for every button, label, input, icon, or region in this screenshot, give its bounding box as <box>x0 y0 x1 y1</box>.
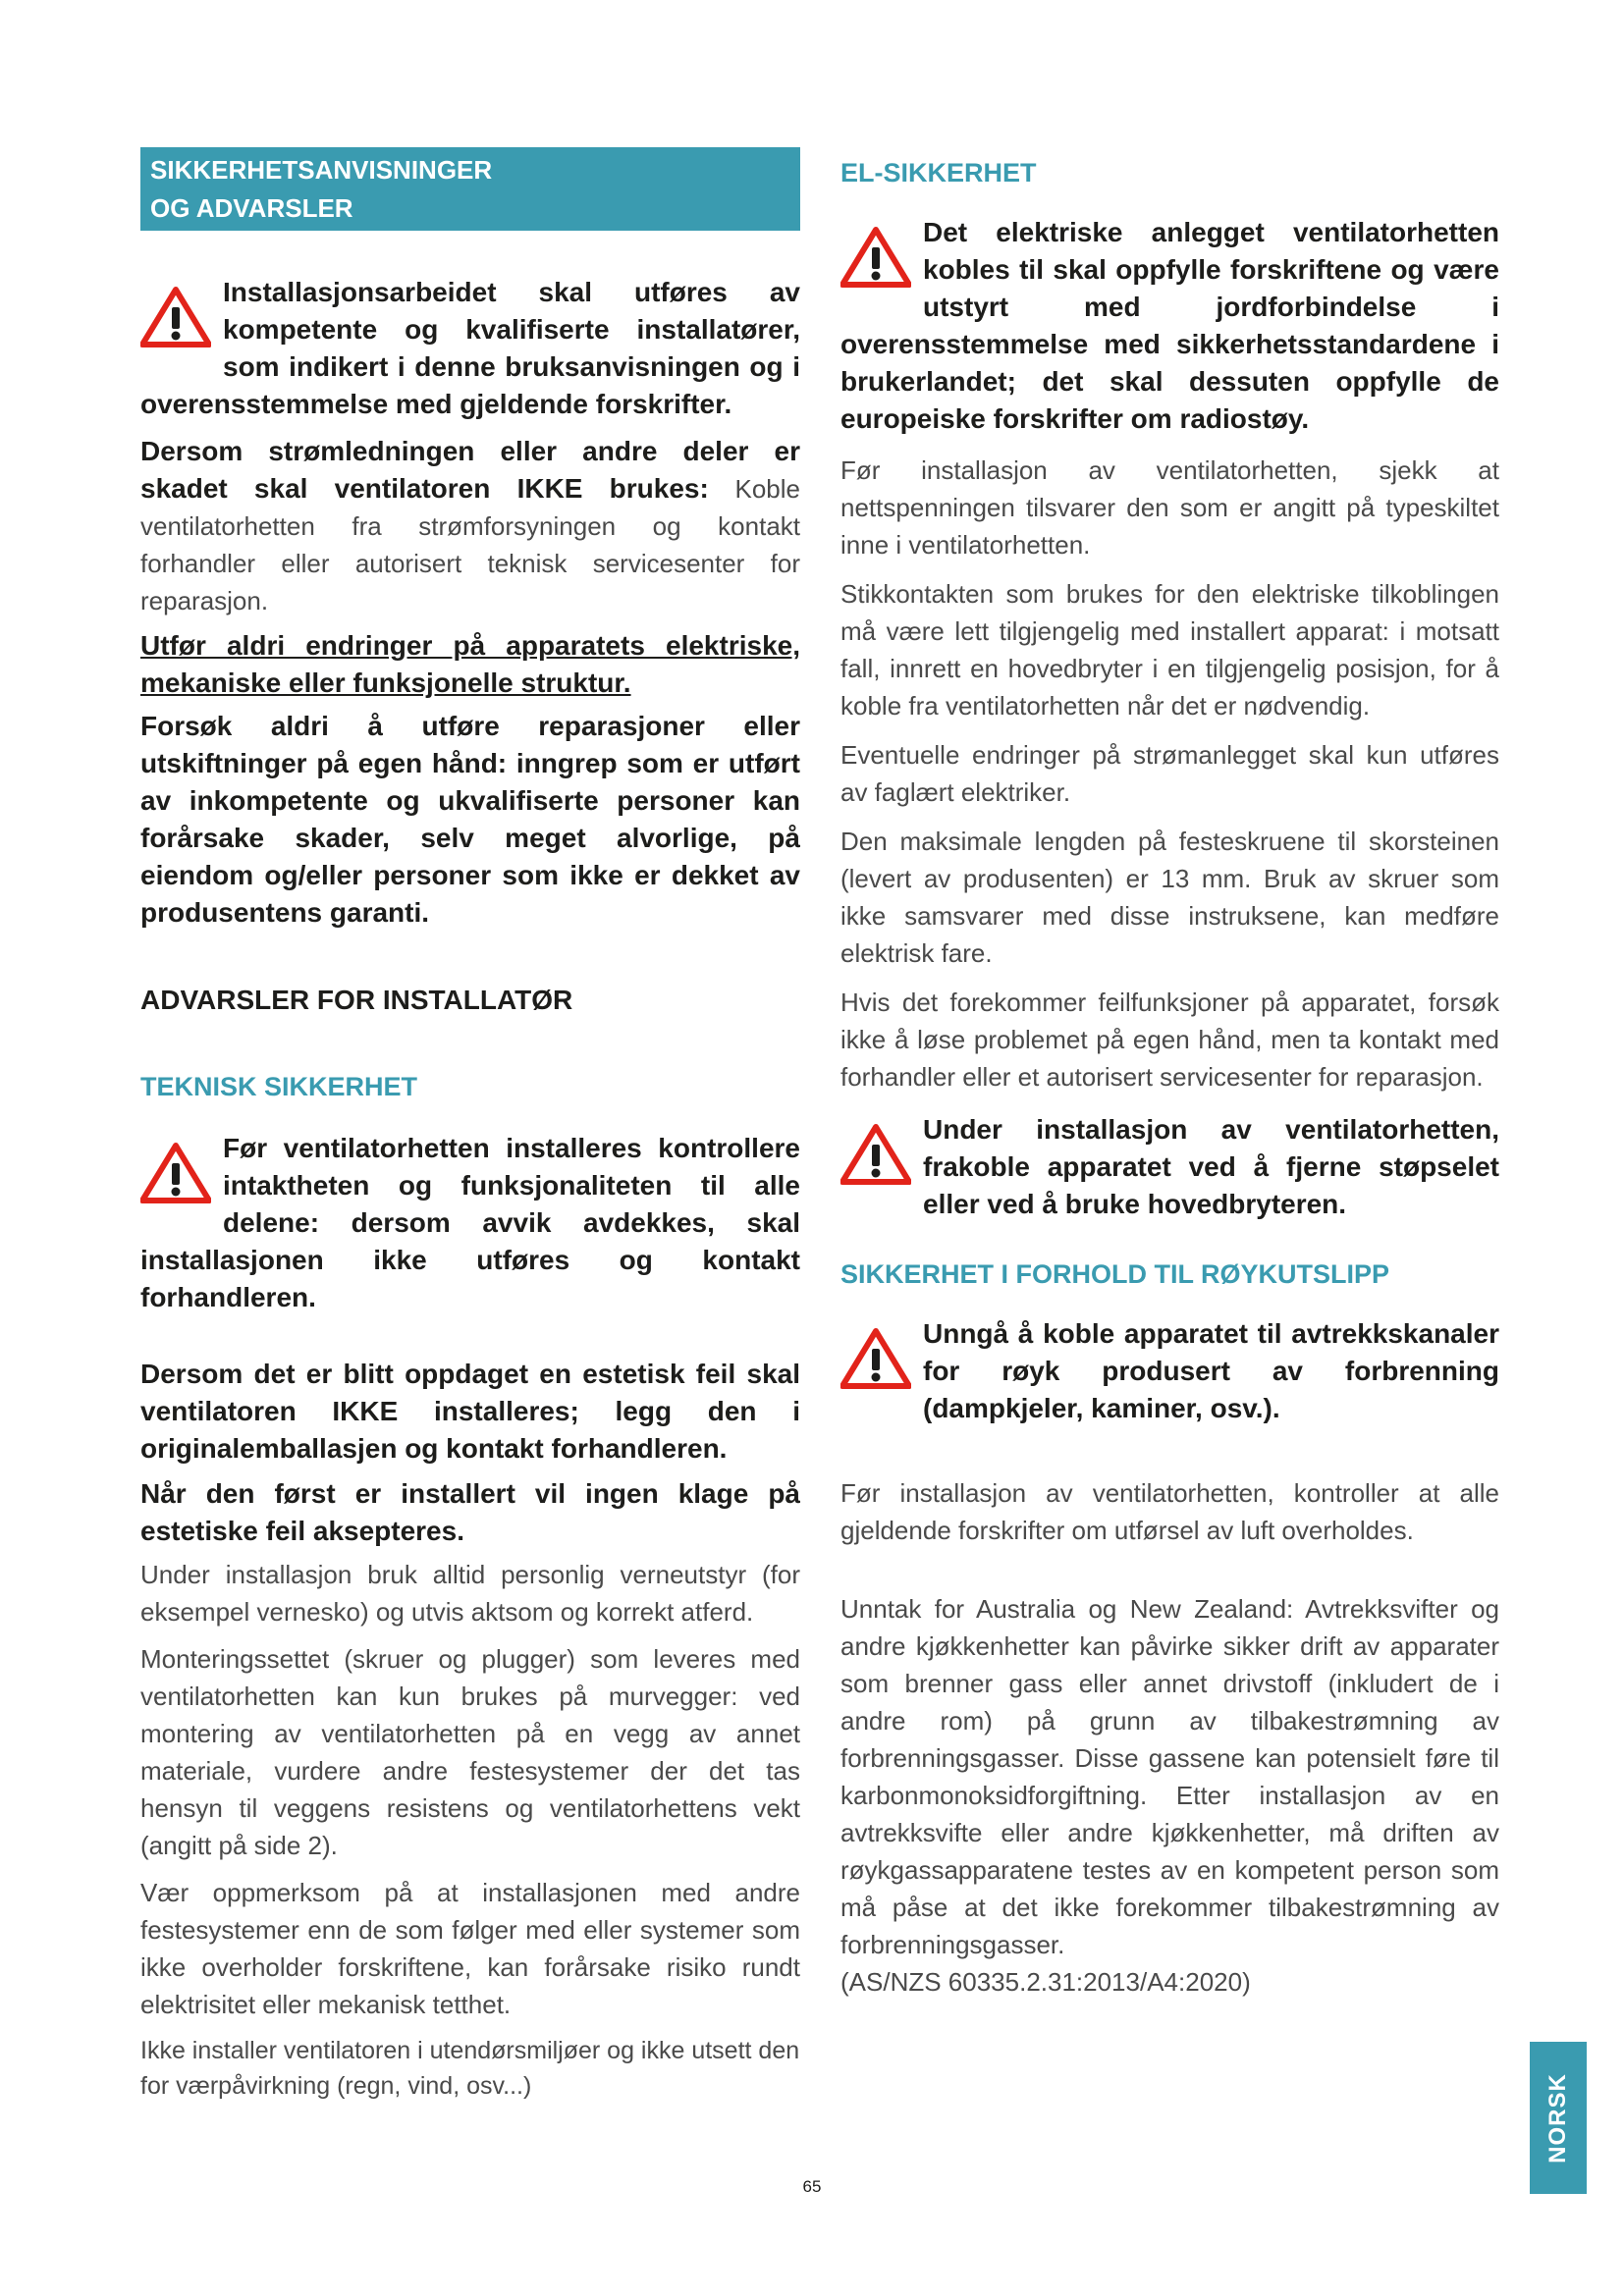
warning-text: Det elektriske anlegget ventilatorhetten kobles til skal oppfylle forskriftene og være utstyrt med jordforbindelse i overensstemmelse med sikkerhetsstandardene i brukerlandet; det skal dessuten oppfylle de europeiske forskrifter om radiostøy. <box>840 217 1499 434</box>
australia-nz-paragraph: Unntak for Australia og New Zealand: Avtrekksvifter og andre kjøkkenhetter kan påvirke sikker drift av apparater som brenner gass eller annet drivstoff (inkludert de i andre rom) på grunn av tilbakestrømning av forbrenningsgasser. Disse gassene kan potensielt føre til karbonmonoksidforgiftning. Etter installasjon av en avtrekksvifte eller andre kjøkkenhetter, må driften av røykgassapparatene testes av en kompetent person som må påse at det ikke forekommer tilbakestrømning av forbrenningsgasser. <box>840 1594 1499 1959</box>
warning-triangle-icon <box>840 1327 911 1390</box>
other-fixing-systems-paragraph: Vær oppmerksom på at installasjonen med andre festesystemer enn de som følger med eller systemer som ikke overholder forskriftene, kan forårsake risiko rundt elektrisitet eller mekanisk tetthet. <box>140 1878 800 2019</box>
installer-warnings-title: ADVARSLER FOR INSTALLATØR <box>140 985 573 1015</box>
voltage-check-paragraph: Før installasjon av ventilatorhetten, sjekk at nettspenningen tilsvarer den som er angitt på typeskiltet inne i ventilatorhetten. <box>840 455 1499 560</box>
warning-text: Unngå å koble apparatet til avtrekkskanaler for røyk produsert av forbrenning (dampkjeler, kaminer, osv.). <box>923 1318 1499 1423</box>
electrician-paragraph: Eventuelle endringer på strømanlegget skal kun utføres av faglært elektriker. <box>840 740 1499 807</box>
no-complaints-paragraph: Når den først er installert vil ingen klage på estetiske feil aksepteres. <box>140 1478 800 1546</box>
protective-equipment-paragraph: Under installasjon bruk alltid personlig verneutstyr (for eksempel vernesko) og utvis aktsom og korrekt atferd. <box>140 1560 800 1627</box>
no-self-repair-paragraph: Forsøk aldri å utføre reparasjoner eller utskiftninger på egen hånd: inngrep som er utført av inkompetente og ukvalifiserte personer kan forårsake skader, selv meget alvorlige, på eiendom og/eller personer som ikke er dekket av produsentens garanti. <box>140 711 800 928</box>
warning-triangle-icon <box>140 1142 211 1204</box>
mounting-kit-paragraph: Monteringssettet (skruer og plugger) som leveres med ventilatorhetten kan kun brukes på murvegger: ved montering av ventilatorhetten på en vegg av annet materiale, vurdere andre festesystemer der det tas hensyn til veggens resistens og ventilatorhettens vekt (angitt på side 2). <box>140 1644 800 1860</box>
damaged-cable-normal: Koble ventilatorhetten fra strømforsyningen og kontakt forhandler eller autorisert teknisk servicesenter for reparasjon. <box>140 474 800 615</box>
warning-block-electrical <box>840 214 1499 438</box>
smoke-emission-title: SIKKERHET I FORHOLD TIL RØYKUTSLIPP <box>840 1259 1390 1289</box>
air-exhaust-regulations-paragraph: Før installasjon av ventilatorhetten, kontroller at alle gjeldende forskrifter om utførsel av luft overholdes. <box>840 1478 1499 1545</box>
safety-banner <box>140 147 800 231</box>
warning-triangle-icon <box>140 286 211 348</box>
warning-triangle-icon <box>840 226 911 289</box>
warning-block-installers <box>140 274 800 423</box>
technical-safety-title: TEKNISK SIKKERHET <box>140 1072 418 1101</box>
electrical-safety-title: EL-SIKKERHET <box>840 158 1037 187</box>
right-column <box>840 147 1499 2001</box>
damaged-cable-paragraph <box>140 433 800 619</box>
warning-block-integrity <box>140 1130 800 1316</box>
warning-text: Under installasjon av ventilatorhetten, frakoble apparatet ved å fjerne støpselet eller ved å bruke hovedbryteren. <box>923 1114 1499 1219</box>
warning-text: Før ventilatorhetten installeres kontrollere intaktheten og funksjonaliteten til alle delene: dersom avvik avdekkes, skal installasjonen ikke utføres og kontakt forhandleren. <box>140 1133 800 1312</box>
no-modifications-notice: Utfør aldri endringer på apparatets elektriske, mekaniske eller funksjonelle struktur. <box>140 630 800 698</box>
language-side-tab <box>1530 2042 1587 2194</box>
language-label: NORSK <box>1544 2072 1572 2163</box>
malfunction-paragraph: Hvis det forekommer feilfunksjoner på apparatet, forsøk ikke å løse problemet på egen hånd, men ta kontakt med forhandler eller et autorisert servicesenter for reparasjon. <box>840 988 1499 1092</box>
socket-access-paragraph: Stikkontakten som brukes for den elektriske tilkoblingen må være lett tilgjengelig med installert apparat: i motsatt fall, innrett en hovedbryter i en tilgjengelig posisjon, for å koble fra ventilatorhetten når det er nødvendig. <box>840 579 1499 721</box>
left-column <box>140 147 800 2104</box>
warning-block-smoke <box>840 1315 1499 1427</box>
warning-text: Installasjonsarbeidet skal utføres av kompetente og kvalifiserte installatører, som indikert i denne bruksanvisningen og i overensstemmelse med gjeldende forskrifter. <box>140 277 800 419</box>
banner-line-1: SIKKERHETSANVISNINGER <box>150 155 493 185</box>
outdoor-installation-paragraph: Ikke installer ventilatoren i utendørsmiljøer og ikke utsett den for værpåvirkning (regn, vind, osv...) <box>140 2037 800 2100</box>
warning-block-disconnect <box>840 1111 1499 1223</box>
banner-line-2: OG ADVARSLER <box>150 193 353 223</box>
aesthetic-defect-paragraph: Dersom det er blitt oppdaget en estetisk feil skal ventilatoren IKKE installeres; legg den i originalemballasjen og kontakt forhandleren. <box>140 1359 800 1464</box>
standard-reference: (AS/NZS 60335.2.31:2013/A4:2020) <box>840 1967 1251 1997</box>
page-number: 65 <box>802 2177 822 2196</box>
damaged-cable-bold: Dersom strømledningen eller andre deler er skadet skal ventilatoren IKKE brukes: <box>140 436 800 504</box>
screw-length-paragraph: Den maksimale lengden på festeskruene til skorsteinen (levert av produsenten) er 13 mm. Bruk av skruer som ikke samsvarer med disse instruksene, kan medføre elektrisk fare. <box>840 827 1499 968</box>
warning-triangle-icon <box>840 1123 911 1186</box>
